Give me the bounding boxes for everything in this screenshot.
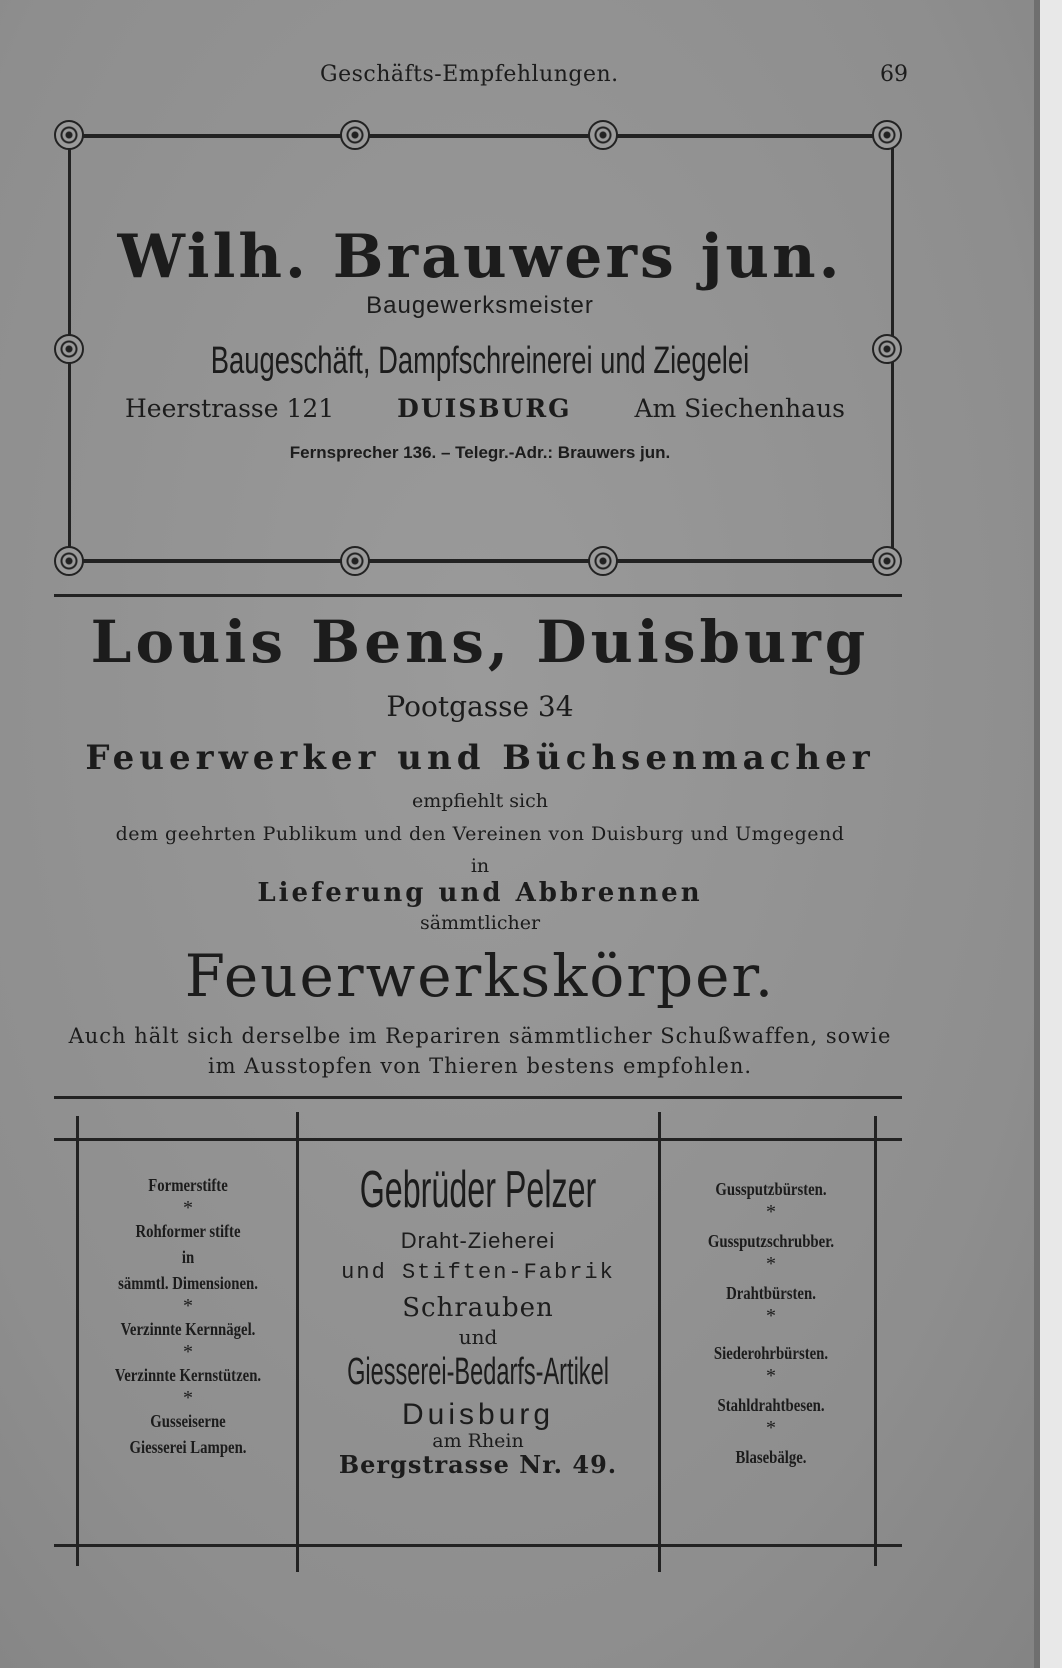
section-divider	[54, 594, 902, 597]
bens-footer-line: Auch hält sich derselbe im Repariren sämmtlicher Schußwaffen, sowie	[68, 1024, 892, 1048]
section-divider	[54, 1096, 902, 1099]
frame-bottom-line	[68, 559, 888, 563]
asterisk-icon: *	[766, 1201, 776, 1223]
pelzer-center-column	[296, 1160, 660, 1479]
brauwers-title: Baugewerksmeister	[366, 292, 594, 319]
brauwers-address-row	[125, 394, 845, 423]
brauwers-street: Heerstrasse 121	[125, 394, 335, 423]
page-edge	[1040, 0, 1062, 1668]
rosette-ornament-icon	[872, 120, 902, 150]
pelzer-line: Draht-Zieherei	[400, 1228, 556, 1253]
rosette-ornament-icon	[340, 546, 370, 576]
pelzer-line: Giesserei-Bedarfs-Artikel	[347, 1351, 609, 1393]
bens-footer-line: im Ausstopfen von Thieren bestens empfohlen.	[207, 1054, 753, 1078]
asterisk-icon: *	[183, 1295, 193, 1317]
list-item: Drahtbürsten.	[726, 1283, 816, 1303]
list-item: Gusseiserne	[150, 1411, 226, 1431]
rosette-ornament-icon	[54, 334, 84, 364]
pelzer-left-column	[78, 1172, 298, 1460]
brauwers-location: Am Siechenhaus	[634, 394, 845, 423]
pelzer-street: Bergstrasse Nr. 49.	[338, 1450, 618, 1479]
list-item: Giesserei Lampen.	[129, 1437, 247, 1457]
rosette-ornament-icon	[340, 120, 370, 150]
bens-line: sämmtlicher	[419, 912, 541, 934]
bens-trade: Feuerwerker und Büchsenmacher	[85, 738, 875, 778]
bens-line: empfiehlt sich	[411, 790, 549, 812]
bens-service: Lieferung und Abbrennen	[257, 878, 703, 908]
pelzer-name: Gebrüder Pelzer	[359, 1161, 597, 1219]
pelzer-city-sub: am Rhein	[432, 1430, 524, 1452]
list-item: Formerstifte	[148, 1175, 228, 1195]
brauwers-business: Baugeschäft, Dampfschreinerei und Ziegelei	[210, 340, 750, 382]
list-item: Verzinnte Kernstützen.	[114, 1365, 262, 1385]
list-item: Verzinnte Kernnägel.	[120, 1319, 256, 1339]
asterisk-icon: *	[766, 1305, 776, 1327]
rosette-ornament-icon	[54, 546, 84, 576]
pelzer-city: Duisburg	[401, 1398, 555, 1431]
brauwers-contact: Fernsprecher 136. – Telegr.-Adr.: Brauwers jun.	[289, 443, 671, 462]
list-item: Blasebälge.	[735, 1447, 807, 1467]
bens-line: dem geehrten Publikum und den Vereinen von Duisburg und Umgegend	[115, 823, 845, 845]
brauwers-city: DUISBURG	[397, 394, 572, 423]
pelzer-right-column	[662, 1176, 880, 1470]
pelzer-line: Schrauben	[402, 1293, 554, 1323]
bens-line: in	[470, 855, 490, 877]
rosette-ornament-icon	[872, 334, 902, 364]
pelzer-grid-top	[54, 1138, 902, 1141]
bens-product: Feuerwerkskörper.	[184, 942, 776, 1010]
list-item: Rohformer stifte	[135, 1221, 241, 1241]
frame-top-line	[68, 134, 888, 138]
list-item: Stahldrahtbesen.	[717, 1395, 825, 1415]
rosette-ornament-icon	[872, 546, 902, 576]
list-item: Siederohrbürsten.	[713, 1343, 829, 1363]
rosette-ornament-icon	[588, 546, 618, 576]
bens-address: Pootgasse 34	[386, 690, 574, 723]
list-item: sämmtl. Dimensionen.	[118, 1273, 258, 1293]
page-number: 69	[880, 62, 908, 87]
running-title: Geschäfts-Empfehlungen.	[320, 62, 619, 87]
pelzer-grid-bottom	[54, 1544, 902, 1547]
brauwers-name: Wilh. Brauwers jun.	[117, 222, 843, 292]
list-item: Gussputzschrubber.	[707, 1231, 835, 1251]
list-item: in	[181, 1247, 195, 1267]
asterisk-icon: *	[766, 1365, 776, 1387]
asterisk-icon: *	[766, 1417, 776, 1439]
pelzer-line: und Stiften-Fabrik	[341, 1260, 615, 1285]
pelzer-line: und	[458, 1325, 498, 1349]
asterisk-icon: *	[183, 1197, 193, 1219]
bens-name: Louis Bens, Duisburg	[90, 608, 870, 676]
asterisk-icon: *	[183, 1387, 193, 1409]
asterisk-icon: *	[766, 1253, 776, 1275]
list-item: Gussputzbürsten.	[715, 1179, 827, 1199]
asterisk-icon: *	[183, 1341, 193, 1363]
rosette-ornament-icon	[588, 120, 618, 150]
rosette-ornament-icon	[54, 120, 84, 150]
